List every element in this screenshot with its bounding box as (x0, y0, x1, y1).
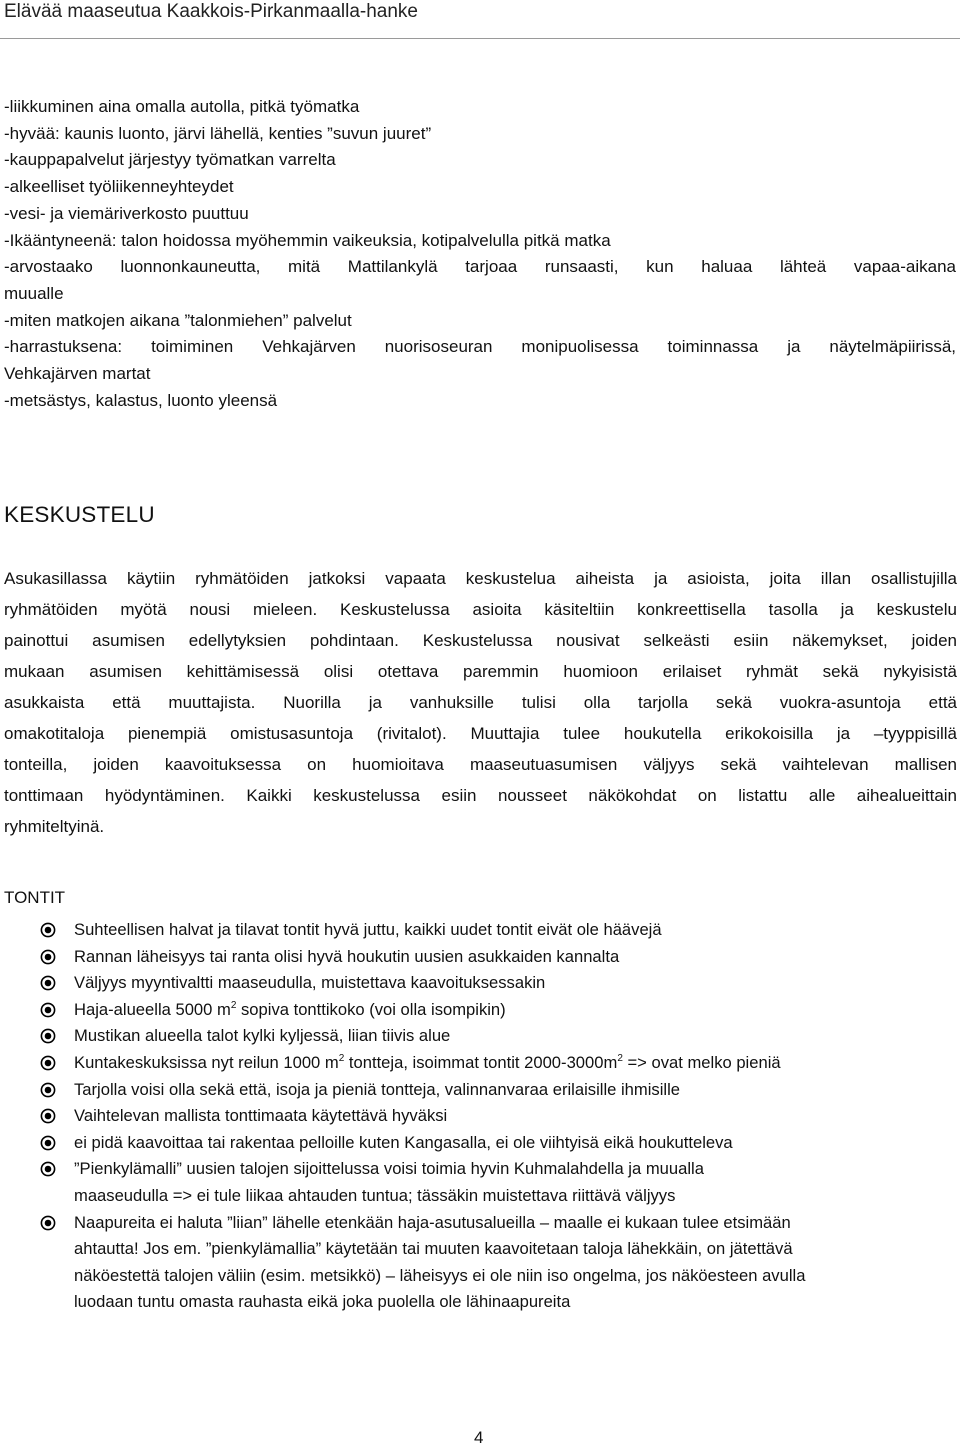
paragraph-line: omakotitaloja pienempiä omistusasuntoja (rivitalot). Muuttajia tulee houkutella erikokoisilla ja –tyyppisillä (4, 724, 957, 743)
paragraph-line: ryhmätöiden myötä nousi mieleen. Keskustelussa asioita käsiteltiin konkreettisella tasolla ja keskustelu (4, 600, 957, 619)
superscript: 2 (617, 1052, 623, 1064)
tontit-list-item (0, 1156, 960, 1209)
tontit-list-item (0, 917, 960, 944)
list-item-text: ”Pienkylämalli” uusien talojen sijoittelussa voisi toimia hyvin Kuhmalahdella ja muualla (74, 1159, 704, 1179)
keskustelu-paragraph (4, 563, 957, 842)
text-run: Haja-alueella 5000 m (74, 999, 231, 1019)
tontit-list-item (0, 1103, 960, 1130)
note-line: -kauppapalvelut järjestyy työmatkan varrelta (4, 150, 336, 170)
section-heading-keskustelu: KESKUSTELU (4, 502, 155, 527)
note-line: -alkeelliset työliikenneyhteydet (4, 177, 234, 197)
list-item-text: Suhteellisen halvat ja tilavat tontit hyvä juttu, kaikki uudet tontit eivät ole häävejä (74, 920, 662, 939)
page-header-title: Elävää maaseutua Kaakkois-Pirkanmaalla-hanke (4, 1, 419, 22)
superscript: 2 (230, 999, 237, 1011)
list-item-text: Rannan läheisyys tai ranta olisi hyvä houkutin uusien asukkaiden kannalta (74, 946, 620, 966)
note-line: -Ikääntyneenä: talon hoidossa myöhemmin vaikeuksia, kotipalvelulla pitkä matka (4, 230, 611, 250)
list-item-text: maaseudulla => ei tule liikaa ahtauden tuntua; tässäkin muistettava riittävä väljyys (74, 1185, 676, 1205)
tontit-list-item (0, 997, 960, 1024)
list-item-text: Väljyys myyntivaltti maaseudulla, muistettava kaavoituksessakin (74, 973, 546, 993)
section-heading-tontit: TONTIT (4, 888, 66, 907)
circled-dot-bullet-icon (40, 1161, 56, 1177)
text-run: => ovat melko pieniä (622, 1052, 781, 1072)
note-line: -metsästys, kalastus, luonto yleensä (4, 390, 278, 410)
list-item-text: luodaan tuntu omasta rauhasta eikä joka puolella ole lähinaapureita (74, 1292, 571, 1312)
note-line: muualle (4, 283, 64, 303)
notes-list (4, 94, 956, 414)
circled-dot-bullet-icon (40, 1135, 56, 1151)
note-line: -hyvää: kaunis luonto, järvi lähellä, kenties ”suvun juuret” (4, 123, 432, 143)
tontit-list-item (0, 944, 960, 971)
list-item-text: ei pidä kaavoittaa tai rakentaa pelloille kuten Kangasalla, ei ole viihtyisä eikä houkutteleva (74, 1132, 733, 1152)
paragraph-line: painottui asumisen edellytyksien pohdintaan. Keskustelussa nousivat selkeästi esiin näkemykset, joiden (4, 631, 957, 650)
circled-dot-bullet-icon (40, 1002, 56, 1018)
list-item-text: näköestettä talojen väliin (esim. metsikkö) – läheisyys ei ole niin iso ongelma, jos näköesteen avulla (74, 1265, 806, 1285)
text-run: tontteja, isoimmat tontit 2000-3000m (344, 1052, 618, 1072)
text-run: sopiva tonttikoko (voi olla isompikin) (236, 999, 506, 1019)
note-line: Vehkajärven martat (4, 364, 151, 383)
circled-dot-bullet-icon (40, 975, 56, 991)
note-line: -miten matkojen aikana ”talonmiehen” palvelut (4, 310, 352, 330)
circled-dot-bullet-icon (40, 1082, 56, 1098)
note-line: -liikkuminen aina omalla autolla, pitkä työmatka (4, 97, 360, 116)
tontit-list-item (0, 1050, 960, 1077)
note-line: -vesi- ja viemäriverkosto puuttuu (4, 203, 249, 223)
header-divider (0, 38, 960, 39)
text-run: Kuntakeskuksissa nyt reilun 1000 m (74, 1052, 339, 1072)
circled-dot-bullet-icon (40, 1055, 56, 1071)
paragraph-line: ryhmiteltyinä. (4, 817, 105, 836)
list-item-text: ahtautta! Jos em. ”pienkylämallia” käytetään tai muuten kaavoitetaan taloja lähekkäin, on jätettävä (74, 1239, 793, 1259)
list-item-text: Naapureita ei haluta ”liian” lähelle etenkään haja-asutusalueilla – maalle ei kukaan tulee etsimään (74, 1212, 791, 1232)
page-number: 4 (474, 1428, 484, 1447)
list-item-text (74, 1050, 960, 1077)
paragraph-line: tonteilla, joiden kaavoituksessa on huomioitava maaseutuasumisen väljyys sekä vaihtelevan mallisen (4, 755, 957, 774)
paragraph-line: tonttimaan hyödyntäminen. Kaikki keskustelussa esiin nousseet näkökohdat on listattu alle aihealueittain (4, 786, 957, 805)
list-item-text: Vaihtelevan mallista tonttimaata käytettävä hyväksi (74, 1106, 448, 1126)
tontit-list-item (0, 1077, 960, 1104)
paragraph-line: Asukasillassa käytiin ryhmätöiden jatkoksi vapaata keskustelua aiheista ja asioista, joita illan osallistujilla (4, 569, 957, 588)
note-line: -arvostaako luonnonkauneutta, mitä Mattilankylä tarjoaa runsaasti, kun haluaa lähteä vapaa-aikana (4, 257, 956, 277)
circled-dot-bullet-icon (40, 949, 56, 965)
circled-dot-bullet-icon (40, 922, 56, 938)
list-item-text: Mustikan alueella talot kylki kyljessä, liian tiivis alue (74, 1026, 451, 1046)
tontit-bullet-list (0, 917, 960, 1316)
paragraph-line: asukkaista että muuttajista. Nuorilla ja vanhuksille tulisi olla tarjolla sekä vuokra-asuntoja että (4, 693, 957, 712)
circled-dot-bullet-icon (40, 1028, 56, 1044)
tontit-list-item (0, 970, 960, 997)
paragraph-line: mukaan asumisen kehittämisessä olisi otettava paremmin huomioon erilaiset ryhmät sekä nykyisistä (4, 662, 957, 681)
tontit-list-item (0, 1130, 960, 1157)
tontit-list-item (0, 1210, 960, 1316)
list-item-text (74, 997, 960, 1024)
note-line: -harrastuksena: toimiminen Vehkajärven nuorisoseuran monipuolisessa toiminnassa ja näytelmäpiirissä, (4, 337, 956, 357)
circled-dot-bullet-icon (40, 1108, 56, 1124)
circled-dot-bullet-icon (40, 1215, 56, 1231)
list-item-text: Tarjolla voisi olla sekä että, isoja ja pieniä tontteja, valinnanvaraa erilaisille ihmisille (74, 1079, 680, 1099)
superscript: 2 (338, 1052, 345, 1064)
tontit-list-item (0, 1023, 960, 1050)
